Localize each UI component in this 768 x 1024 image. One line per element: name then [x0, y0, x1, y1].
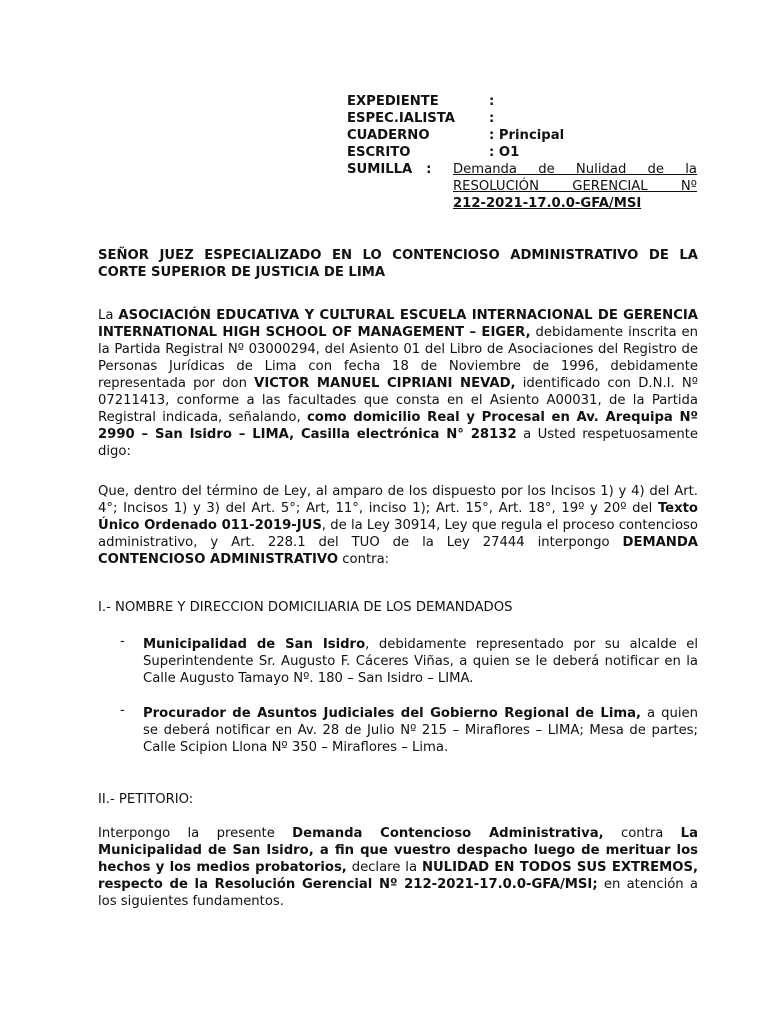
- intro-paragraph: [98, 307, 698, 460]
- section-2-title: II.- PETITORIO:: [98, 792, 194, 807]
- expediente-label: EXPEDIENTE: [347, 94, 439, 109]
- especialista-label: ESPEC.IALISTA: [347, 111, 455, 126]
- que-text-1: Que, dentro del término de Ley, al amparo de los dispuesto por los Incisos 1) y 4) del Art. 4°; Incisos 1) y 3) del Art. 5°; Art, 11°, inciso 1); Art. 15°, Art. 18°, 19º y 20º del: [98, 484, 698, 516]
- intro-text-1: La: [98, 308, 119, 323]
- especialista-value: :: [489, 111, 495, 126]
- petitorio-paragraph: [98, 825, 698, 910]
- petitorio-text-4: en atención a los siguientes fundamentos.: [98, 877, 698, 909]
- sumilla-line-1: Demanda de Nulidad de la: [453, 162, 697, 177]
- intro-text-4: a Usted respetuosamente digo:: [98, 427, 698, 459]
- defendant-1: [143, 636, 698, 687]
- sumilla-line-3: 212-2021-17.0.0-GFA/MSI: [453, 196, 642, 211]
- escrito-row: [347, 144, 697, 161]
- expediente-value: :: [489, 94, 495, 109]
- petitorio-text-3: declare la: [346, 860, 422, 875]
- cuaderno-label: CUADERNO: [347, 128, 430, 143]
- sumilla-line-2: RESOLUCIÓN GERENCIAL Nº: [453, 179, 697, 194]
- section-1-title: I.- NOMBRE Y DIRECCION DOMICILIARIA DE LOS DEMANDADOS: [98, 600, 513, 615]
- defendant-2-name: Procurador de Asuntos Judiciales del Gobierno Regional de Lima,: [143, 706, 641, 721]
- case-header: [347, 93, 697, 212]
- escrito-value: : O1: [489, 145, 520, 160]
- tuo-reference: Texto Único Ordenado 011-2019-JUS: [98, 501, 698, 533]
- especialista-row: [347, 110, 697, 127]
- legal-basis-paragraph: [98, 483, 698, 568]
- petitorio-bold-3: NULIDAD EN TODOS SUS EXTREMOS, respecto de la Resolución Gerencial Nº 212-2021-17.0.0-GFA/MSI;: [98, 860, 699, 892]
- defendant-2-text: a quien se deberá notificar en Av. 28 de Julio Nº 215 – Miraflores – LIMA; Mesa de partes; Calle Scipion Llona Nº 350 – Miraflores – Lima.: [143, 706, 698, 755]
- cuaderno-value: : Principal: [489, 128, 565, 143]
- representative-name: VICTOR MANUEL CIPRIANI NEVAD,: [254, 376, 516, 391]
- demand-type: DEMANDA CONTENCIOSO ADMINISTRATIVO: [98, 535, 698, 567]
- defendant-1-name: Municipalidad de San Isidro: [143, 637, 366, 652]
- petitorio-text-1: Interpongo la presente: [98, 826, 293, 841]
- sumilla-colon: :: [426, 162, 432, 177]
- petitorio-bold-1: Demanda Contencioso Administrativa,: [292, 826, 604, 841]
- addressee: SEÑOR JUEZ ESPECIALIZADO EN LO CONTENCIOSO ADMINISTRATIVO DE LA CORTE SUPERIOR DE JUSTICIA DE LIMA: [98, 248, 698, 280]
- petitorio-text-2: contra: [603, 826, 681, 841]
- intro-text-3: identificado con D.N.I. Nº 07211413, conforme a las facultades que consta en el Asiento A00031, de la Partida Registral indicada, señalando,: [98, 376, 698, 425]
- plaintiff-name: ASOCIACIÓN EDUCATIVA Y CULTURAL ESCUELA INTERNACIONAL DE GERENCIA INTERNATIONAL HIGH SCHOOL OF MANAGEMENT – EIGER,: [98, 308, 698, 340]
- expediente-row: [347, 93, 697, 110]
- cuaderno-row: [347, 127, 697, 144]
- sumilla-label: SUMILLA: [347, 162, 413, 177]
- domicile: como domicilio Real y Procesal en Av. Arequipa Nº 2990 – San Isidro – LIMA, Casilla electrónica N° 28132: [98, 410, 698, 442]
- bullet-dash-2: -: [120, 703, 125, 718]
- defendant-2: [143, 705, 698, 756]
- que-text-3: contra:: [338, 552, 390, 567]
- bullet-dash-1: -: [120, 634, 125, 649]
- escrito-label: ESCRITO: [347, 145, 411, 160]
- intro-text-2: debidamente inscrita en la Partida Registral Nº 03000294, del Asiento 01 del Libro de Asociaciones del Registro de Personas Jurídicas de Lima con fecha 18 de Noviembre de 1996, debidamente representada por don: [98, 325, 698, 391]
- defendant-1-text: , debidamente representado por su alcalde el Superintendente Sr. Augusto F. Cáceres Viñas, a quien se le deberá notificar en la Calle Augusto Tamayo Nº. 180 – San Isidro – LIMA.: [143, 637, 698, 686]
- petitorio-bold-2: La Municipalidad de San Isidro, a fin que vuestro despacho luego de merituar los hechos y los medios probatorios,: [98, 826, 698, 875]
- sumilla-text: [453, 161, 697, 212]
- que-text-2: , de la Ley 30914, Ley que regula el proceso contencioso administrativo, y Art. 228.1 del TUO de la Ley 27444 interpongo: [98, 518, 698, 550]
- sumilla-row: [347, 161, 697, 212]
